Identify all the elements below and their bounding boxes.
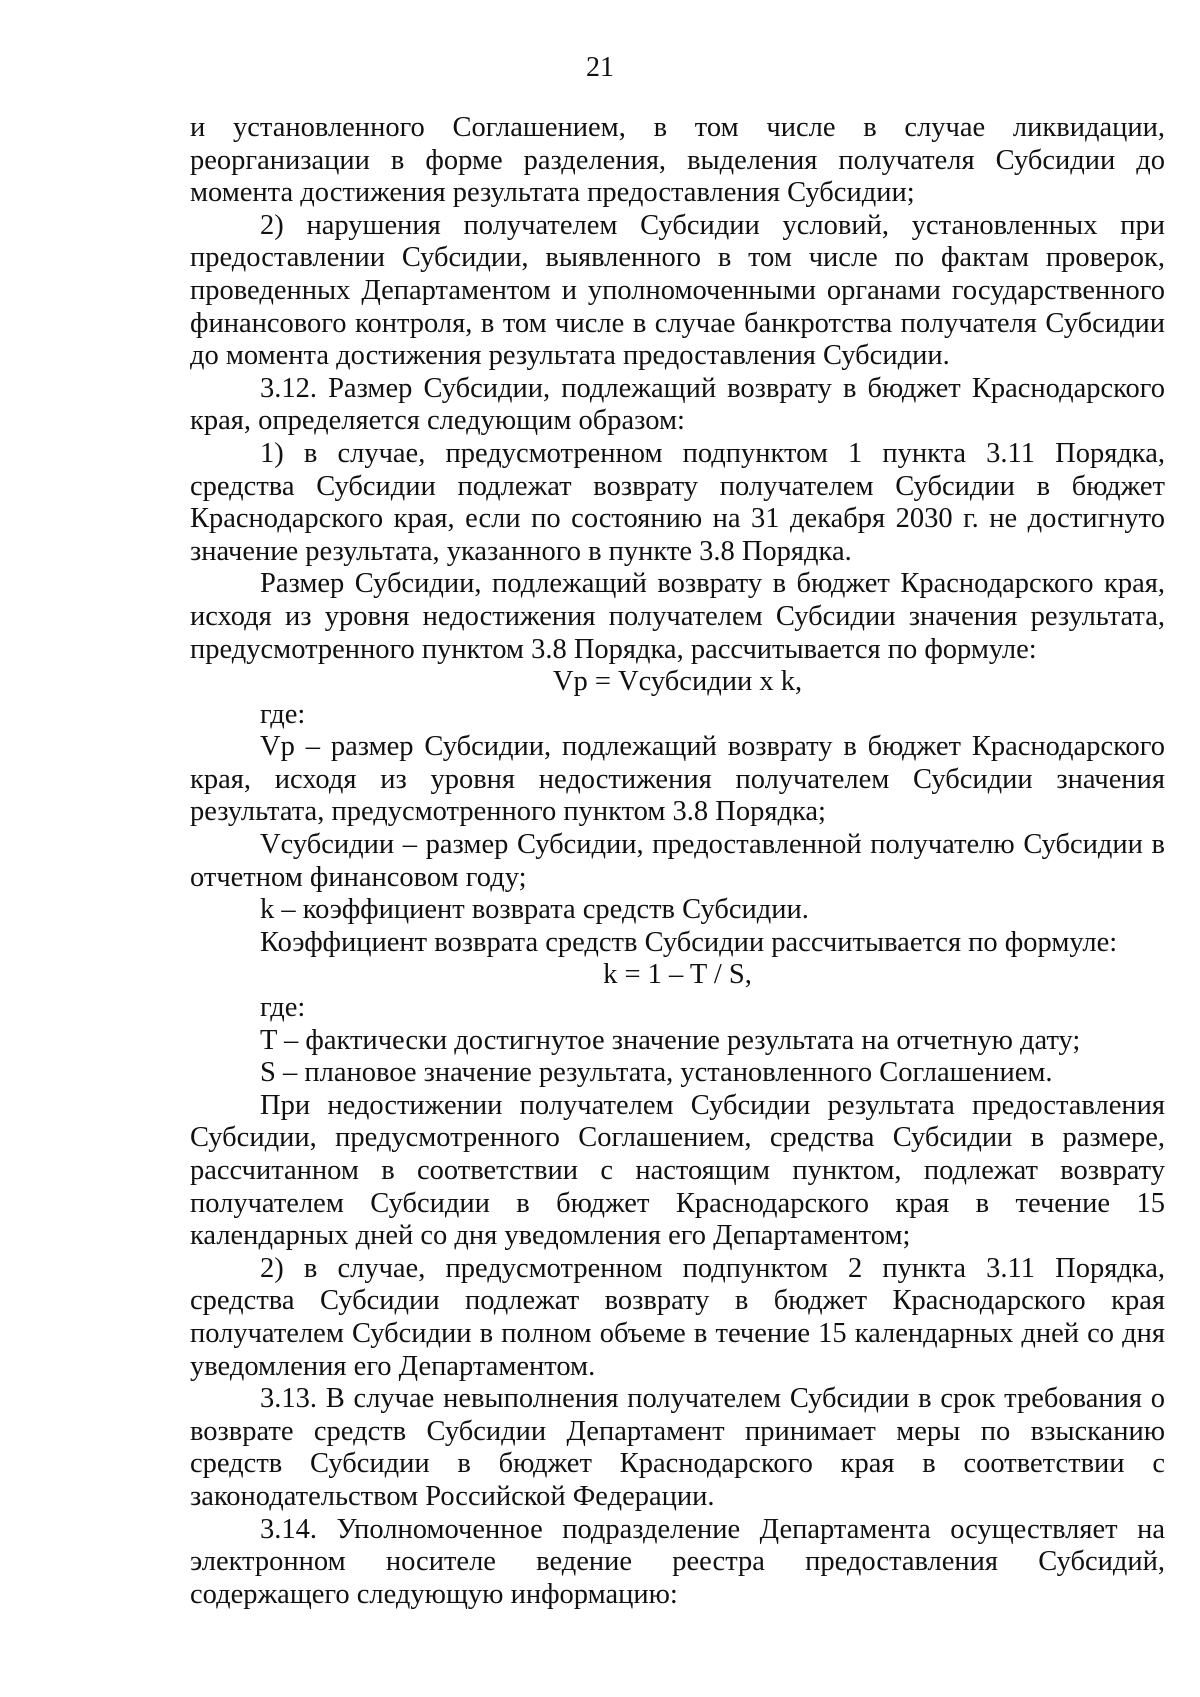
paragraph: Vр – размер Субсидии, подлежащий возврату в бюджет Краснодарского края, исходя из уровня недостижения получателем Субсидии значения результата, предусмотренного пунктом 3.8 Порядка;	[190, 731, 1165, 828]
paragraph: S – плановое значение результата, установленного Соглашением.	[260, 1057, 1053, 1089]
paragraph: При недостижении получателем Субсидии результата предоставления Субсидии, предусмотренного Соглашением, средства Субсидии в размере, рассчитанном в соответствии с настоящим пунктом, подлежат возврату получателем Субсидии в бюджет Краснодарского края в течение 15 календарных дней со дня уведомления его Департаментом;	[190, 1089, 1165, 1252]
formula: Vр = Vсубсидии х k,	[552, 666, 803, 698]
paragraph: Коэффициент возврата средств Субсидии рассчитывается по формуле:	[260, 926, 1118, 958]
paragraph: где:	[260, 698, 306, 730]
paragraph: 2) в случае, предусмотренном подпунктом 2 пункта 3.11 Порядка, средства Субсидии подлежат возврату в бюджет Краснодарского края получателем Субсидии в полном объеме в течение 15 календарных дней со дня уведомления его Департаментом.	[190, 1252, 1165, 1382]
paragraph: где:	[260, 992, 306, 1024]
paragraph: k – коэффициент возврата средств Субсидии.	[260, 894, 809, 926]
paragraph: и установленного Соглашением, в том числе в случае ликвидации, реорганизации в форме разделения, выделения получателя Субсидии до момента достижения результата предоставления Субсидии;	[190, 112, 1165, 209]
paragraph: 1) в случае, предусмотренном подпунктом 1 пункта 3.11 Порядка, средства Субсидии подлежат возврату получателем Субсидии в бюджет Краснодарского края, если по состоянию на 31 декабря 2030 г. не достигнуто значение результата, указанного в пункте 3.8 Порядка.	[190, 437, 1165, 567]
paragraph: 3.12. Размер Субсидии, подлежащий возврату в бюджет Краснодарского края, определяется следующим образом:	[190, 372, 1165, 437]
formula: k = 1 – T / S,	[603, 959, 752, 991]
paragraph: T – фактически достигнутое значение результата на отчетную дату;	[260, 1024, 1081, 1056]
paragraph: 3.14. Уполномоченное подразделение Департамента осуществляет на электронном носителе ведение реестра предоставления Субсидий, содержащего следующую информацию:	[190, 1513, 1165, 1610]
paragraph: Размер Субсидии, подлежащий возврату в бюджет Краснодарского края, исходя из уровня недостижения получателем Субсидии значения результата, предусмотренного пунктом 3.8 Порядка, рассчитывается по формуле:	[190, 568, 1165, 665]
page-number: 21	[586, 52, 614, 83]
paragraph: 2) нарушения получателем Субсидии условий, установленных при предоставлении Субсидии, выявленного в том числе по фактам проверок, проведенных Департаментом и уполномоченными органами государственного финансового контроля, в том числе в случае банкротства получателя Субсидии до момента достижения результата предоставления Субсидии.	[190, 209, 1165, 372]
paragraph: Vсубсидии – размер Субсидии, предоставленной получателю Субсидии в отчетном финансовом году;	[190, 829, 1165, 893]
document-body	[190, 112, 1165, 1611]
paragraph: 3.13. В случае невыполнения получателем Субсидии в срок требования о возврате средств Субсидии Департамент принимает меры по взысканию средств Субсидии в бюджет Краснодарского края в соответствии с законодательством Российской Федерации.	[190, 1383, 1165, 1512]
